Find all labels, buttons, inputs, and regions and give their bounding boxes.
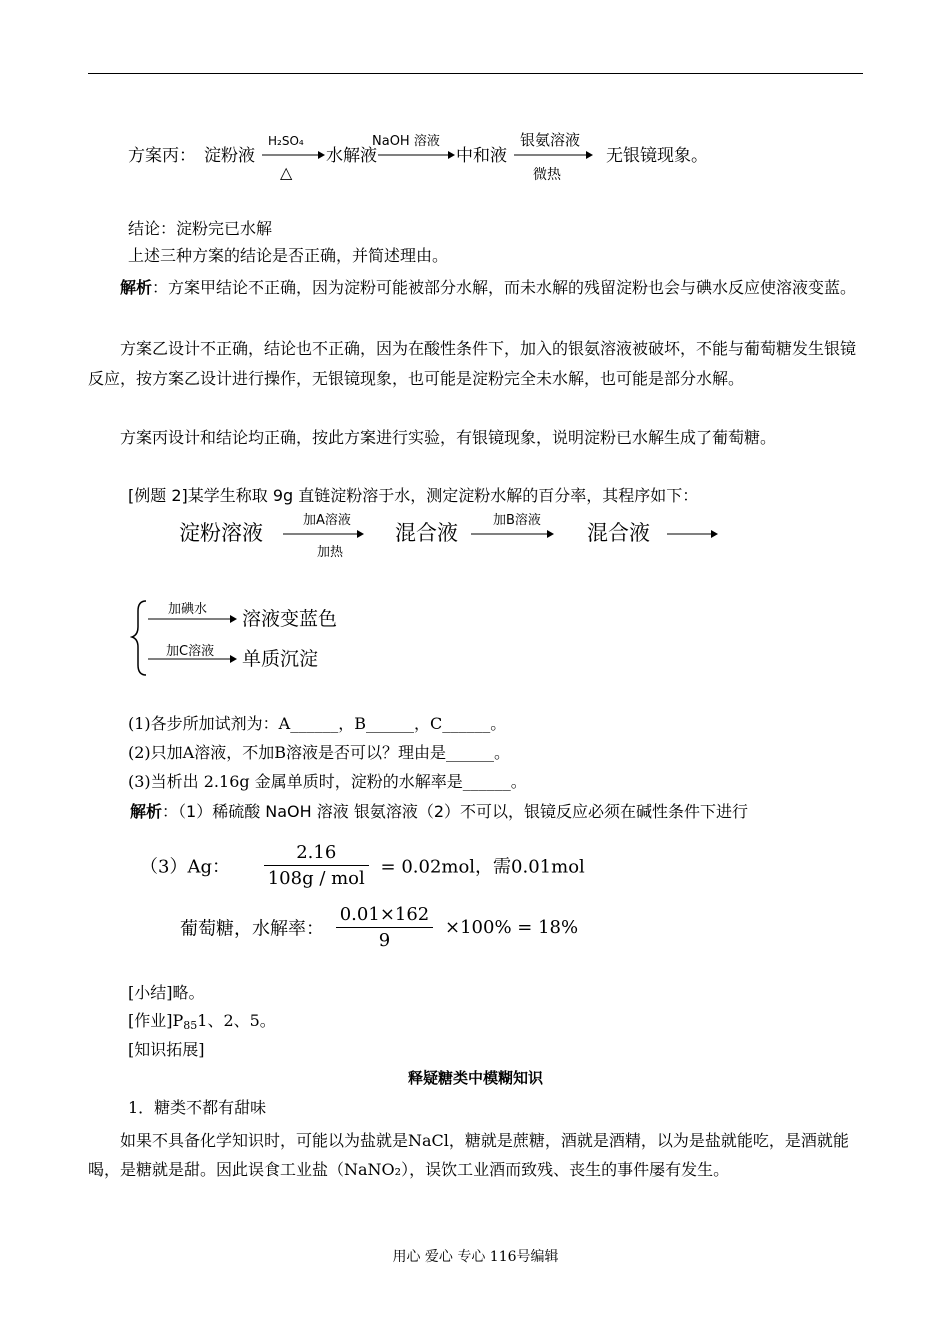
plan-bing-step1-top: H₂SO₄ (268, 134, 304, 148)
plan-bing-starch: 淀粉液 (204, 146, 255, 166)
conclusion: 结论：淀粉完已水解 (128, 219, 273, 238)
branch-2-result: 单质沉淀 (242, 648, 319, 670)
branch-1-top: 加碘水 (168, 602, 208, 617)
flow-node-3: 混合液 (587, 521, 650, 545)
subquestion-3: (3)当析出 2.16g 金属单质时，淀粉的水解率是______。 (128, 772, 527, 791)
extension: [知识拓展] (128, 1040, 205, 1059)
answer-text: ：（1）稀硫酸 NaOH 溶液 银氨溶液（2）不可以，银镜反应必须在碱性条件下进行 (162, 802, 749, 821)
branch-1-result: 溶液变蓝色 (242, 608, 338, 630)
plan-bing-result: 无银镜现象。 (606, 146, 708, 166)
analysis-p1-text: ：方案甲结论不正确，因为淀粉可能被部分水解，而未水解的残留淀粉也会与碘水反应使溶液变蓝。 (152, 278, 857, 297)
homework-post: 1、2、5。 (197, 1011, 276, 1030)
flow-diagram (175, 510, 735, 570)
calc-numerator-2: 0.01×162 (336, 904, 434, 928)
flow-node-1: 淀粉溶液 (179, 521, 263, 545)
plan-bing-label: 方案丙： (128, 146, 196, 166)
flow-arrow-2-top: 加B溶液 (493, 513, 541, 528)
analysis-paragraph-3 (88, 423, 863, 453)
header-rule (88, 73, 863, 74)
branch-diagram (130, 597, 370, 679)
calc-prefix: （3）Ag： (140, 856, 230, 878)
branch-2-top: 加C溶液 (166, 644, 215, 659)
calc-line-1 (140, 842, 585, 889)
flow-arrow-1-top: 加A溶液 (303, 513, 351, 528)
calc-denominator-1: 108g / mol (267, 868, 365, 889)
summary: [小结]略。 (128, 983, 205, 1002)
analysis-label: 解析 (120, 278, 153, 297)
analysis-p3a-text: 方案丙设计和结论均正确， (120, 428, 313, 447)
flow-arrow-1-bottom: 加热 (317, 545, 344, 560)
calc-prefix-2: 葡萄糖，水解率： (180, 918, 324, 940)
page-footer: 用心 爱心 专心 116号编辑 (392, 1249, 559, 1265)
question: 上述三种方案的结论是否正确，并简述理由。 (128, 246, 449, 265)
subquestion-2: (2)只加A溶液，不加B溶液是否可以？理由是______。 (128, 743, 510, 762)
subquestion-1: (1)各步所加试剂为：A______，B______，C______。 (128, 714, 507, 733)
calc-numerator-1: 2.16 (264, 842, 369, 866)
section-title: 释疑糖类中模糊知识 (407, 1069, 543, 1087)
plan-bing-hydro: 水解液 (326, 146, 377, 166)
plan-bing-neutral: 中和液 (456, 146, 507, 166)
plan-bing-step3-top: 银氨溶液 (520, 131, 581, 149)
plan-bing-step2-top: NaOH 溶液 (372, 134, 440, 149)
homework-pre: [作业]P (128, 1011, 184, 1030)
item-1-text: 如果不具备化学知识时，可能以为盐就是NaCl，糖就是蔗糖，酒就是酒精，以为是盐就能吃，是酒就能喝，是糖就是甜。因此误食工业盐（NaNO₂），误饮工业酒而致残、丧生的事件屡有发生。 (88, 1131, 849, 1179)
homework (128, 1010, 276, 1036)
answer-line (130, 801, 748, 822)
calc-result-2: ×100% = 18% (445, 917, 579, 938)
homework-sub: 85 (183, 1019, 198, 1032)
analysis-p3b-text: 按此方案进行实验，有银镜现象，说明淀粉已水解生成了葡萄糖。 (312, 428, 777, 447)
plan-bing-diagram (128, 125, 748, 185)
plan-bing-step1-bottom: △ (280, 163, 293, 182)
answer-label: 解析 (130, 802, 163, 821)
example2-question: [例题 2]某学生称取 9g 直链淀粉溶于水，测定淀粉水解的百分率，其程序如下： (128, 486, 699, 505)
calc-denominator-2: 9 (378, 930, 391, 951)
analysis-paragraph-2: 方案乙设计不正确，结论也不正确，因为在酸性条件下，加入的银氨溶液被破坏，不能与葡萄糖发生银镜反应，按方案乙设计进行操作，无银镜现象，也可能是淀粉完全未水解，也可能是部分水解。 (88, 339, 857, 388)
flow-node-2: 混合液 (395, 521, 458, 545)
brace (132, 601, 146, 675)
analysis-paragraph-1 (88, 273, 863, 303)
calc-line-2 (180, 904, 578, 951)
plan-bing-step3-bottom: 微热 (533, 167, 561, 183)
calc-result-1: = 0.02mol，需0.01mol (380, 856, 585, 878)
item-1-heading: 1．糖类不都有甜味 (128, 1098, 267, 1117)
